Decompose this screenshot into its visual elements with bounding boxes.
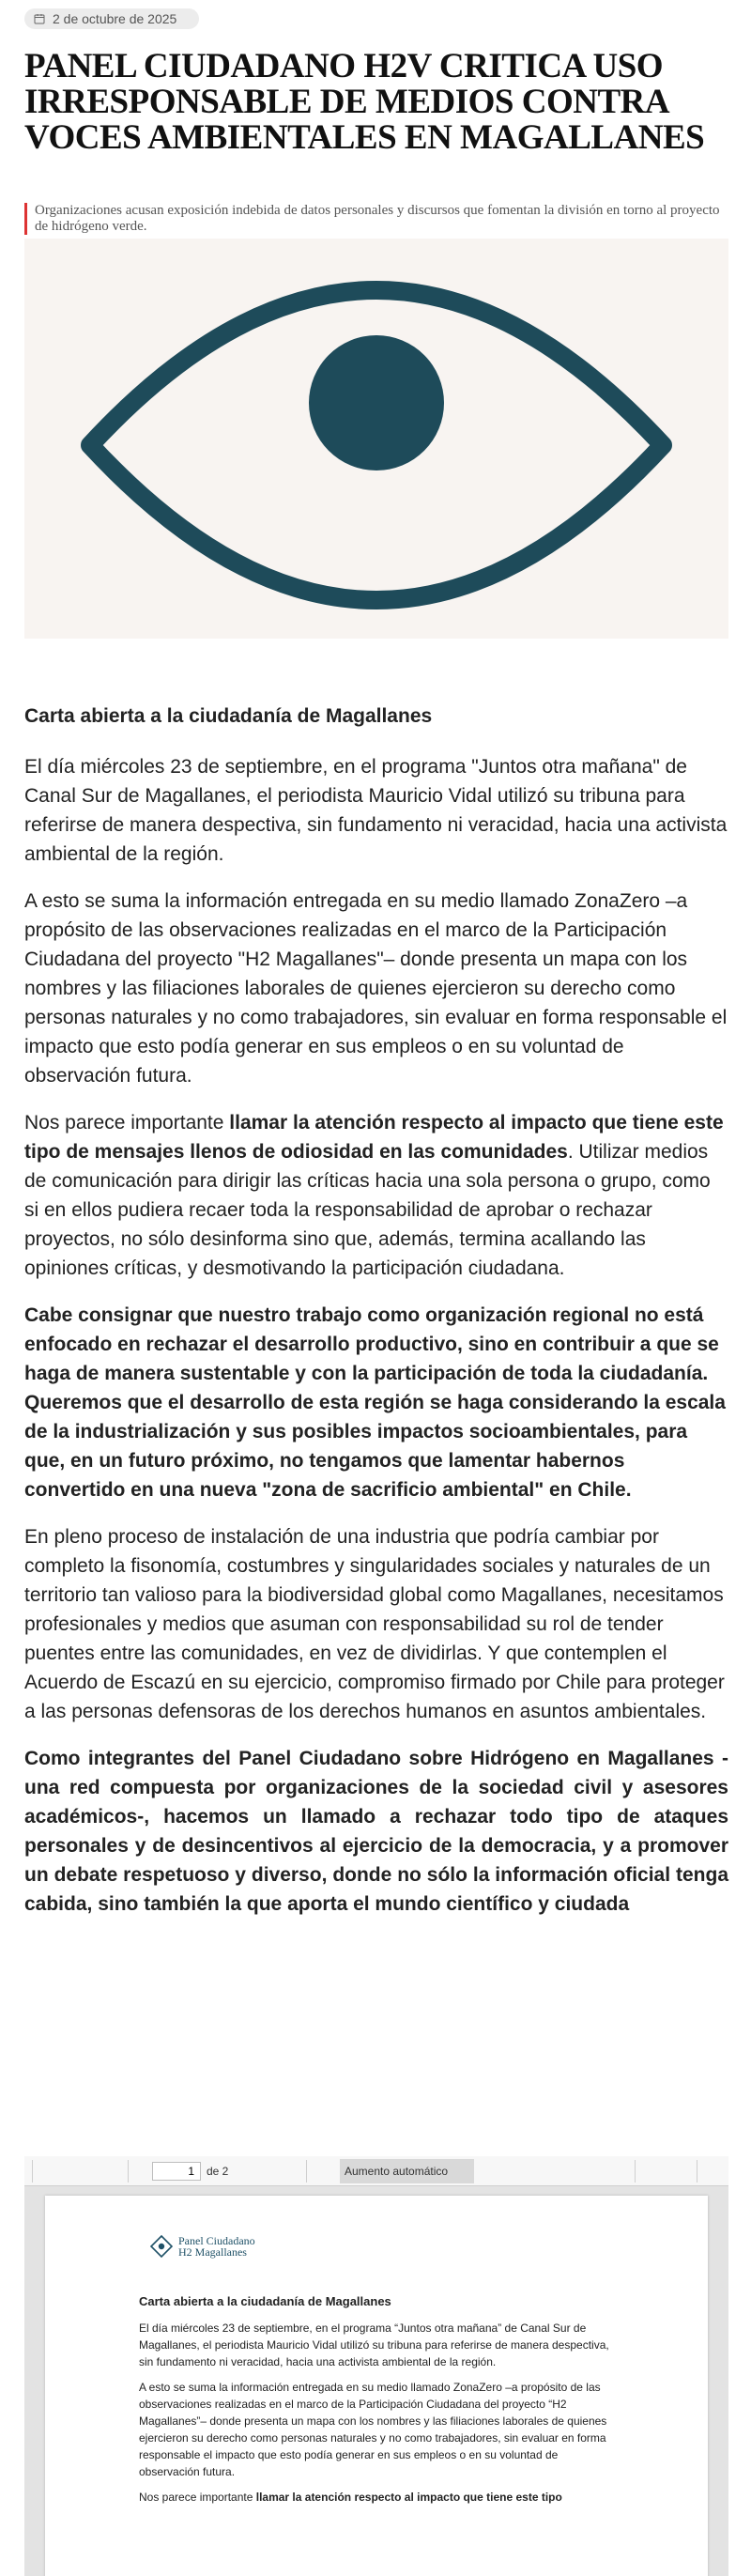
pdf-logo xyxy=(150,2235,255,2258)
eye-icon xyxy=(24,239,728,639)
paragraph-6-text: Como integrantes del Panel Ciudadano sobre Hidrógeno en Magallanes - una red compuesta por organizaciones de la sociedad civil y asesores académicos-, hacemos un llamado a rechazar todo tipo de ataques personales y de desincentivos al ejercicio de la democracia, y a promover un debate respetuoso y diverso, donde no sólo la información oficial tenga cabida, sino también la que aporta el mundo científico y ciudada xyxy=(24,1748,728,1915)
page-number-input[interactable] xyxy=(152,2162,201,2181)
article-subtitle: Organizaciones acusan exposición indebida de datos personales y discursos que fomentan la división en torno al proyecto de hidrógeno verde. xyxy=(24,203,728,235)
paragraph-3-emphasis: llamar la atención respecto al impacto que tiene este tipo de mensajes llenos de odiosidad en las comunidades xyxy=(24,1112,724,1163)
toolbar-divider xyxy=(635,2160,636,2183)
paragraph-1: El día miércoles 23 de septiembre, en el programa "Juntos otra mañana" de Canal Sur de Magallanes, el periodista Mauricio Vidal utilizó su tribuna para referirse de manera despectiva, sin fundamento ni veracidad, hacia una activista ambiental de la región. xyxy=(24,756,728,865)
eye-pupil xyxy=(309,335,444,470)
paragraph-3-rest: . Utilizar medios de comunicación para dirigir las críticas hacia una sola persona o grupo, como si en ellos pudiera recaer toda la responsabilidad de aprobar o rechazar proyectos, no sólo desinforma sino que, además, termina acallando las opiniones críticas, y desmotivando la participación ciudadana. xyxy=(24,1141,711,1279)
calendar-icon xyxy=(34,13,45,24)
hero-image xyxy=(24,239,728,639)
paragraph-4-text: Cabe consignar que nuestro trabajo como organización regional no está enfocado en rechazar el desarrollo productivo, sino en contribuir a que se haga de manera sustentable y con la participación de toda la ciudadanía. Queremos que el desarrollo de esta región se haga considerando la escala de la industrialización y sus posibles impactos socioambientales, para que, en un futuro próximo, no tengamos que lamentar habernos convertido en una nueva "zona de sacrificio ambiental" en Chile. xyxy=(24,1304,726,1501)
pdf-toolbar xyxy=(24,2156,728,2186)
pdf-paragraph-3-intro: Nos parece importante xyxy=(139,2491,256,2504)
article-body xyxy=(24,704,728,1936)
logo-text xyxy=(178,2235,255,2258)
article-heading: Carta abierta a la ciudadanía de Magallanes xyxy=(24,705,433,727)
pdf-paragraph-3 xyxy=(139,2489,618,2506)
paragraph-6 xyxy=(24,1744,728,1919)
logo-line-1: Panel Ciudadano xyxy=(178,2234,255,2247)
pdf-heading: Carta abierta a la ciudadanía de Magallanes xyxy=(139,2294,391,2308)
toolbar-divider xyxy=(32,2160,33,2183)
paragraph-5: En pleno proceso de instalación de una industria que podría cambiar por completo la fisonomía, costumbres y singularidades sociales y naturales de un territorio tan valioso para la biodiversidad global como Magallanes, necesitamos profesionales y medios que asuman con responsabilidad su rol de tender puentes entre las comunidades, en vez de dividirlas. Y que contemplen el Acuerdo de Escazú en su ejercicio, compromiso firmado por Chile para proteger a las personas defensoras de los derechos humanos en asuntos ambientales. xyxy=(24,1526,725,1722)
date-badge xyxy=(24,8,199,29)
pdf-viewer[interactable] xyxy=(24,2156,728,2576)
logo-line-2: H2 Magallanes xyxy=(178,2245,247,2259)
zoom-select[interactable]: Aumento automático xyxy=(340,2159,474,2183)
paragraph-4 xyxy=(24,1301,728,1504)
pdf-paragraph-2: A esto se suma la información entregada en su medio llamado ZonaZero –a propósito de las observaciones realizadas en el marco de la Participación Ciudadana del proyecto “H2 Magallanes”– donde presenta un mapa con los nombres y las filiaciones laborales de quienes ejercieron su derecho como personas naturales y no como trabajadores, sin evaluar en forma responsable el impacto que esto podía generar en sus empleos o en su voluntad de observación futura. xyxy=(139,2381,607,2478)
logo-icon xyxy=(150,2235,173,2258)
page-count: de 2 xyxy=(207,2165,229,2178)
paragraph-3 xyxy=(24,1108,728,1283)
pdf-page xyxy=(45,2196,708,2576)
publish-date: 2 de octubre de 2025 xyxy=(53,11,177,26)
pdf-paragraph-1: El día miércoles 23 de septiembre, en el programa “Juntos otra mañana” de Canal Sur de Magallanes, el periodista Mauricio Vidal utilizó su tribuna para referirse de manera despectiva, sin fundamento ni veracidad, hacia una activista ambiental de la región. xyxy=(139,2321,609,2368)
toolbar-divider xyxy=(128,2160,129,2183)
page-title: PANEL CIUDADANO H2V CRITICA USO IRRESPONSABLE DE MEDIOS CONTRA VOCES AMBIENTALES EN MAGALLANES xyxy=(24,47,705,157)
pdf-paragraph-3-emphasis: llamar la atención respecto al impacto que tiene este tipo xyxy=(255,2491,562,2504)
paragraph-2: A esto se suma la información entregada en su medio llamado ZonaZero –a propósito de las observaciones realizadas en el marco de la Participación Ciudadana del proyecto "H2 Magallanes"– donde presenta un mapa con los nombres y las filiaciones laborales de quienes ejercieron su derecho como personas naturales y no como trabajadores, sin evaluar en forma responsable el impacto que esto podía generar en sus empleos o en su voluntad de observación futura. xyxy=(24,890,728,1087)
paragraph-3-intro: Nos parece importante xyxy=(24,1112,230,1134)
pdf-text xyxy=(139,2293,618,2514)
toolbar-divider xyxy=(306,2160,307,2183)
